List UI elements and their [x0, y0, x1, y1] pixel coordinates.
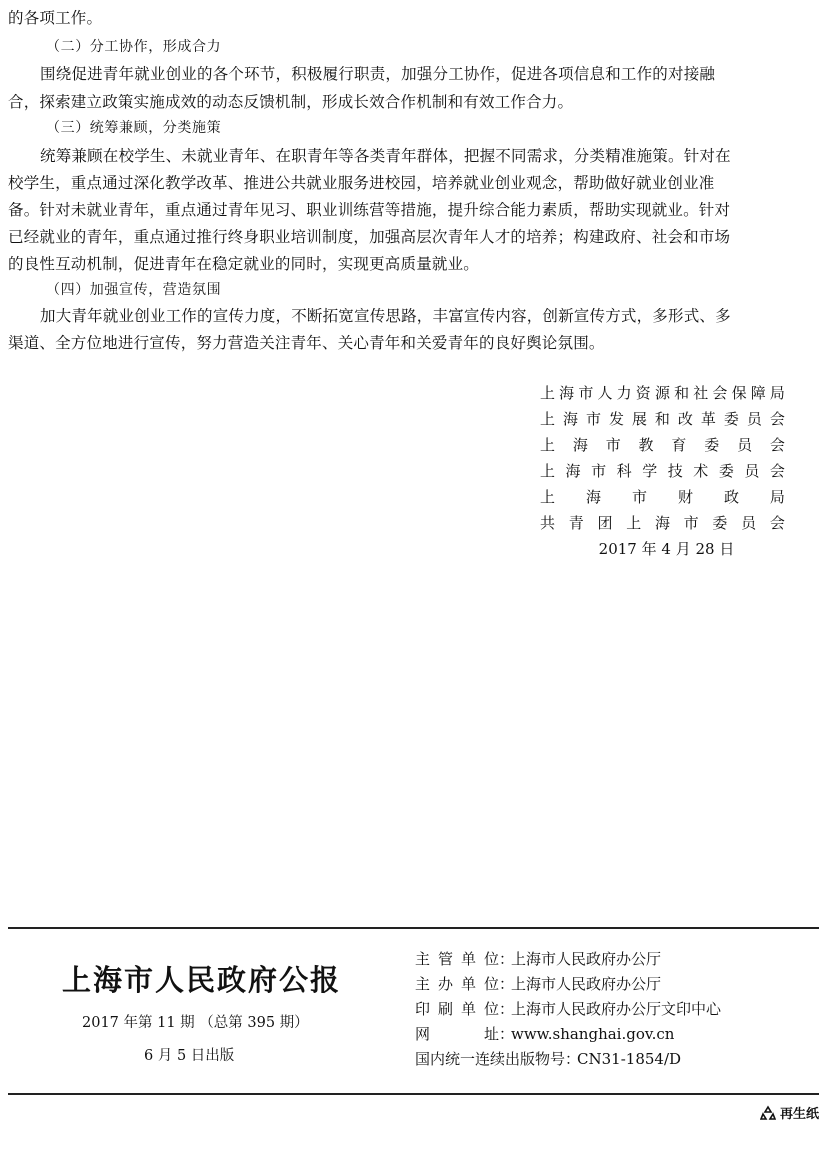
body-line: 备。针对未就业青年，重点通过青年见习、职业训练营等措施，提升综合能力素质，帮助实现就业。针对: [8, 201, 731, 219]
section-heading-3: （三）统筹兼顾，分类施策: [46, 120, 222, 136]
pub-value: CN31-1854/D: [577, 1050, 682, 1068]
top-divider: [8, 927, 819, 929]
publication-info: [415, 947, 815, 1072]
body-line: 渠道、全方位地进行宣传，努力营造关注青年、关心青年和关爱青年的良好舆论氛围。: [8, 334, 605, 352]
masthead-pub-date: 6 月 5 日出版: [144, 1048, 235, 1064]
pub-value: 上海市人民政府办公厅文印中心: [511, 1000, 722, 1018]
pub-row-supervisor: 主 管 单 位 ： 上海市人民政府办公厅: [415, 947, 815, 972]
section-heading-4: （四）加强宣传，营造氛围: [46, 282, 222, 298]
body-line: 合，探索建立政策实施成效的动态反馈机制，形成长效合作机制和有效工作合力。: [8, 93, 574, 111]
body-line: 已经就业的青年，重点通过推行终身职业培训制度，加强高层次青年人才的培养；构建政府、社会和市场: [8, 228, 731, 246]
body-line: 的各项工作。: [8, 9, 103, 27]
signatories: [540, 380, 785, 562]
recycle-icon: [760, 1105, 776, 1121]
pub-row-issn: 国内统一连续出版物号 ： CN31-1854/D: [415, 1047, 815, 1072]
pub-row-sponsor: 主 办 单 位 ： 上海市人民政府办公厅: [415, 972, 815, 997]
pub-value: 上海市人民政府办公厅: [511, 950, 662, 968]
bottom-divider: [8, 1093, 819, 1095]
signatory-org-hrss: 上 海 市 人 力 资 源 和 社 会 保 障 局: [540, 384, 785, 402]
recycled-paper-mark: [760, 1103, 819, 1122]
pub-row-website: 网 址 ： www.shanghai.gov.cn: [415, 1022, 815, 1047]
masthead-issue: 2017 年第 11 期 （总第 395 期）: [82, 1015, 309, 1031]
signatory-org-ndrc: 上 海 市 发 展 和 改 革 委 员 会: [540, 410, 785, 428]
signatory-org-youth-league: 共 青 团 上 海 市 委 员 会: [540, 514, 785, 532]
section-heading-2: （二）分工协作，形成合力: [46, 39, 222, 55]
signatory-org-education: 上 海 市 教 育 委 员 会: [540, 436, 785, 454]
body-line: 统筹兼顾在校学生、未就业青年、在职青年等各类青年群体，把握不同需求，分类精准施策。针对在: [40, 147, 731, 165]
pub-value: 上海市人民政府办公厅: [511, 975, 662, 993]
pub-row-printer: 印 刷 单 位 ： 上海市人民政府办公厅文印中心: [415, 997, 815, 1022]
body-line: 加大青年就业创业工作的宣传力度，不断拓宽宣传思路，丰富宣传内容，创新宣传方式，多形式、多: [40, 307, 731, 325]
body-line: 围绕促进青年就业创业的各个环节，积极履行职责，加强分工协作，促进各项信息和工作的对接融: [40, 65, 716, 83]
signatory-org-finance: 上 海 市 财 政 局: [540, 488, 785, 506]
website-link[interactable]: www.shanghai.gov.cn: [511, 1025, 675, 1043]
body-line: 校学生，重点通过深化教学改革、推进公共就业服务进校园，培养就业创业观念，帮助做好就业创业准: [8, 174, 715, 192]
body-line: 的良性互动机制，促进青年在稳定就业的同时，实现更高质量就业。: [8, 255, 480, 273]
masthead-title: 上海市人民政府公报: [62, 963, 342, 997]
signature-date: 2017 年 4 月 28 日: [598, 540, 735, 558]
recycled-paper-label: 再生纸: [779, 1107, 819, 1122]
signatory-org-science: 上 海 市 科 学 技 术 委 员 会: [540, 462, 785, 480]
